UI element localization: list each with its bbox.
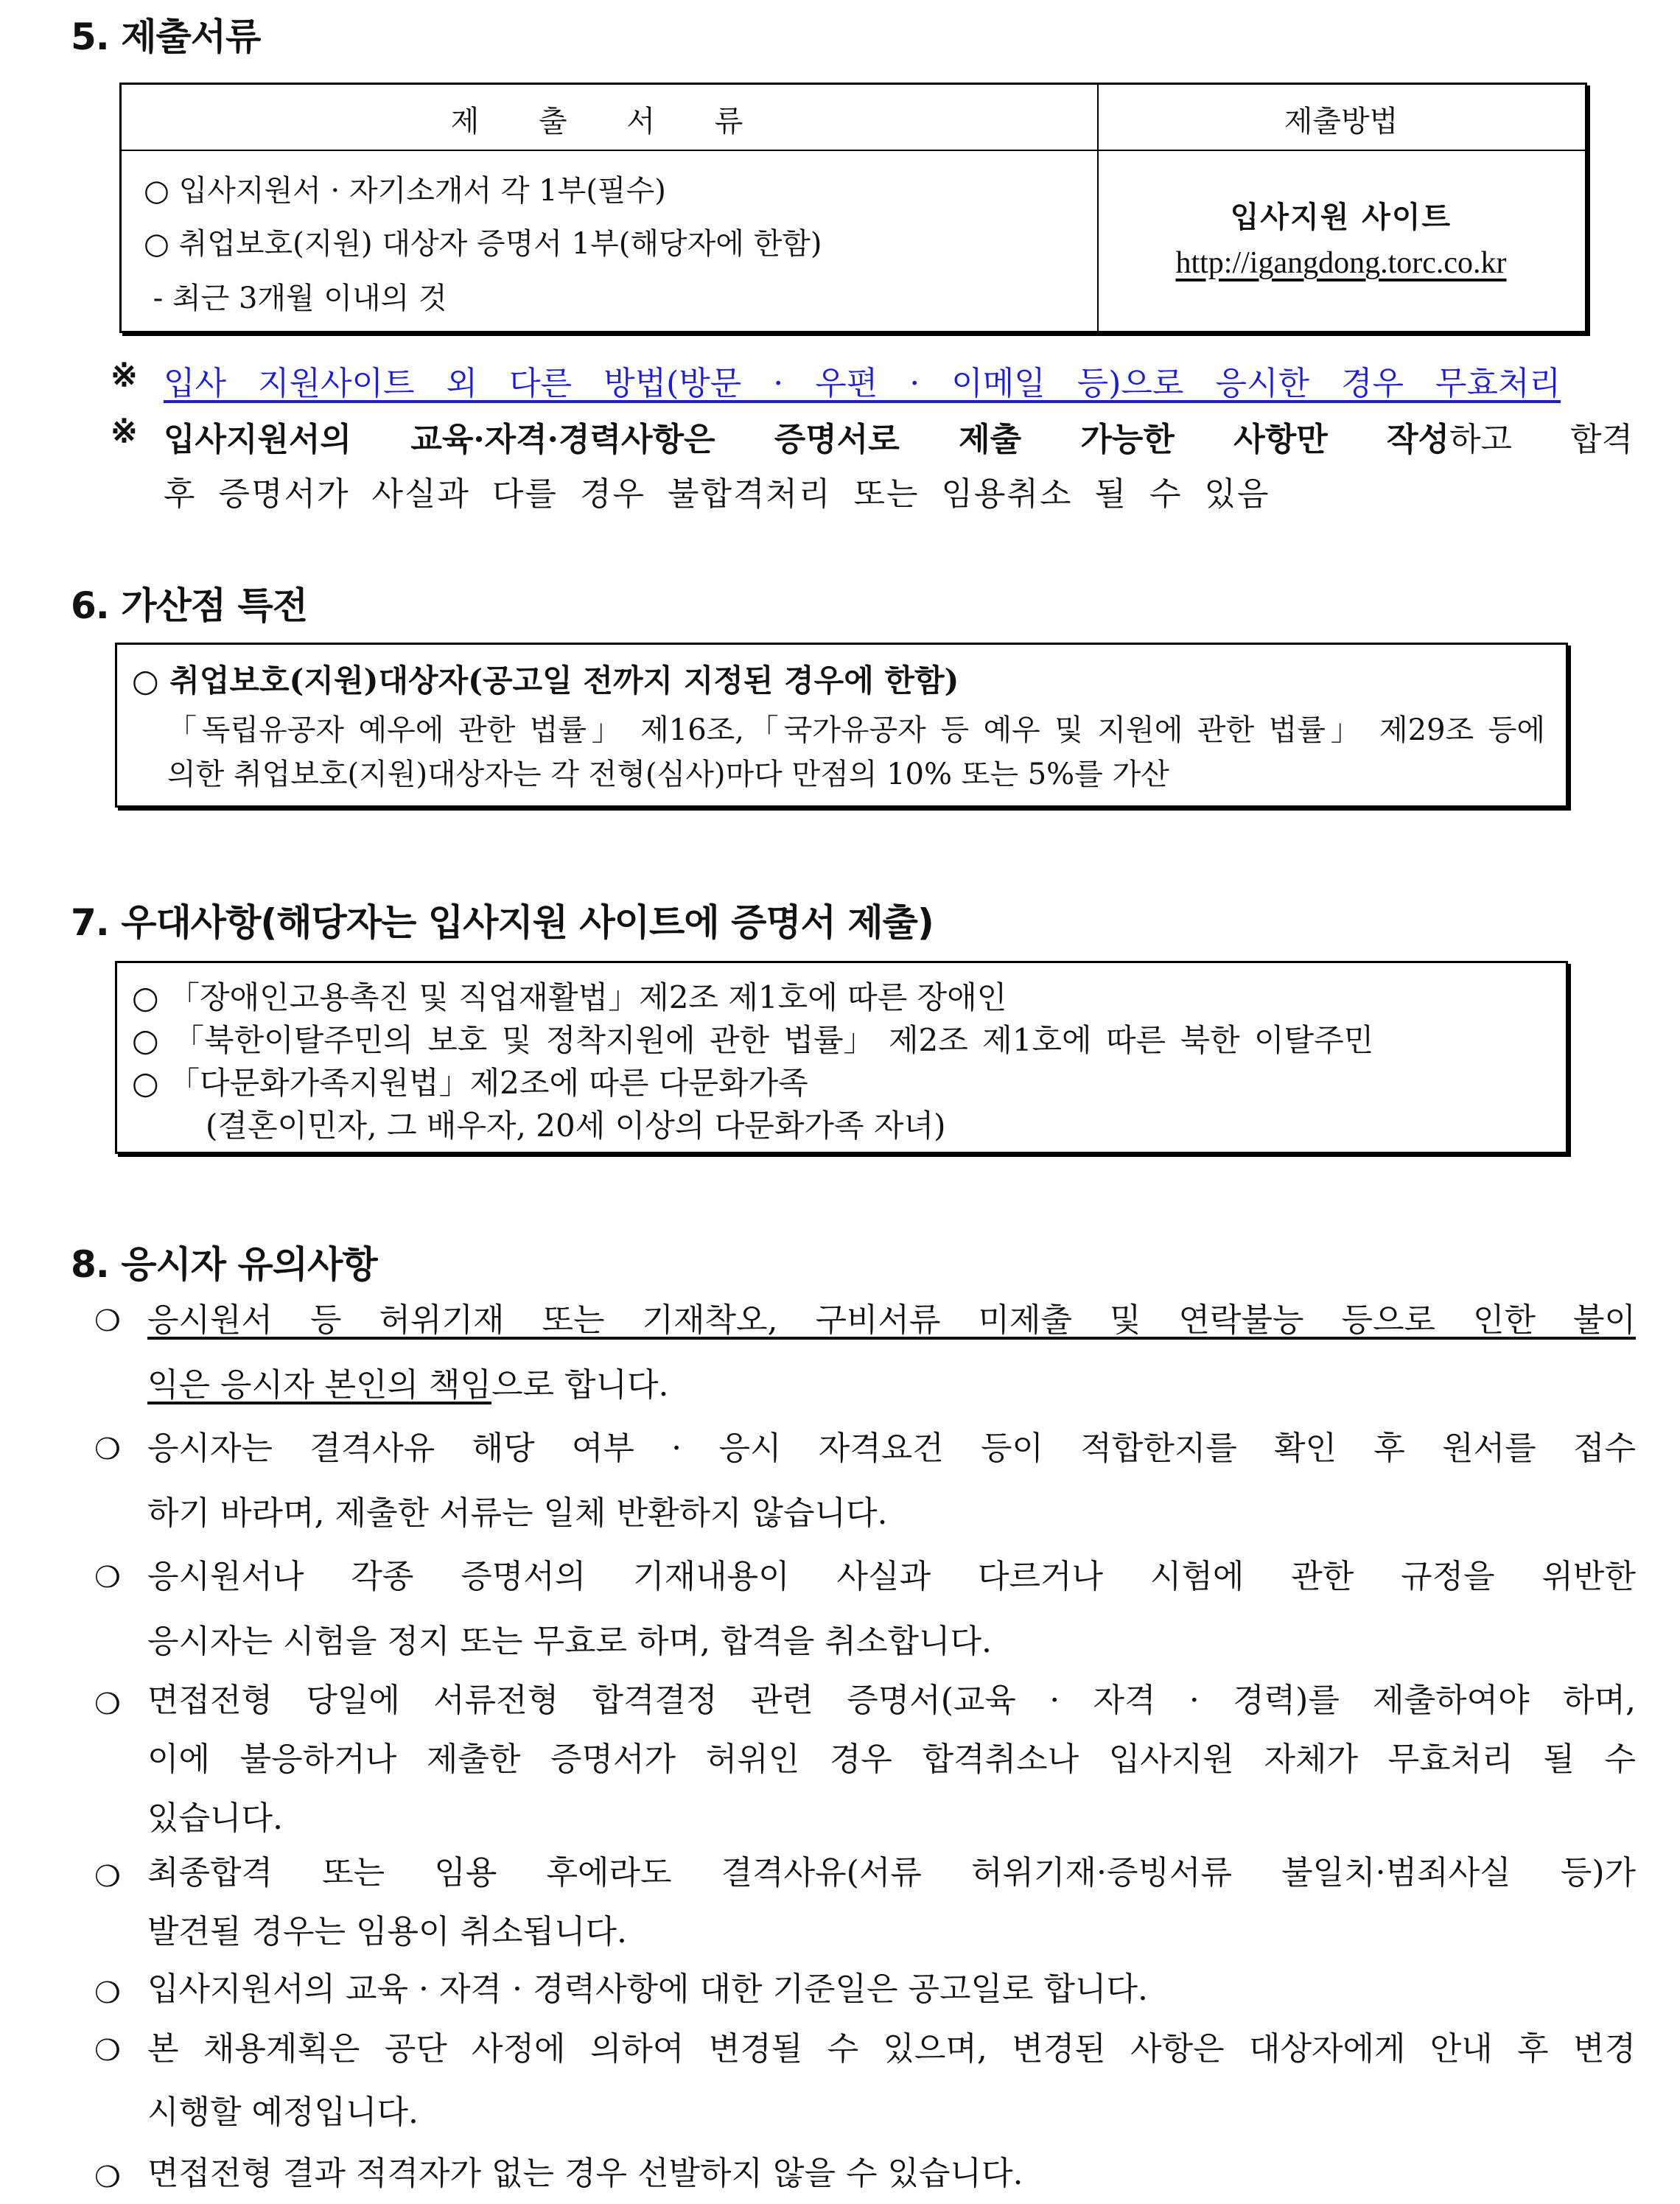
bullet-icon: ❍	[94, 1432, 121, 1466]
document-item: ○ 취업보호(지원) 대상자 증명서 1부(해당자에 한함)	[144, 227, 822, 261]
note-mark: ※	[111, 357, 138, 394]
bonus-title: ○ 취업보호(지원)대상자(공고일 전까지 지정된 경우에 한함)	[132, 662, 959, 699]
application-site-link[interactable]: http://igangdong.torc.co.kr	[1175, 246, 1507, 280]
bullet-icon: ❍	[94, 1561, 121, 1595]
notice-paragraph-7: 본 채용계획은 공단 사정에 의하여 변경될 수 있으며, 변경된 사항은 대상자에게 안내 후 변경 시행할 예정입니다.	[147, 2030, 1636, 2131]
section-5-heading: 5. 제출서류	[71, 15, 261, 58]
preferential-item: ○ 「북한이탈주민의 보호 및 정착지원에 관한 법률」 제2조 제1호에 따른 북한 이탈주민	[132, 1022, 1374, 1058]
notice-paragraph-1: 응시원서 등 허위기재 또는 기재착오, 구비서류 미제출 및 연락불능 등으로 인한 불이 익은 응시자 본인의 책임으로 합니다.	[147, 1301, 1636, 1404]
notice-paragraph-2: 응시자는 결격사유 해당 여부 · 응시 자격요건 등이 적합한지를 확인 후 원서를 접수 하기 바라며, 제출한 서류는 일체 반환하지 않습니다.	[147, 1430, 1636, 1532]
bonus-points-box	[115, 643, 1568, 808]
section-7-heading: 7. 우대사항(해당자는 입사지원 사이트에 증명서 제출)	[71, 901, 934, 944]
bullet-icon: ❍	[94, 2034, 121, 2068]
section-8-heading: 8. 응시자 유의사항	[71, 1243, 377, 1286]
document-item: - 최근 3개월 이내의 것	[144, 281, 447, 315]
method-column-header: 제출방법	[1284, 105, 1399, 139]
section-6-heading: 6. 가산점 특전	[71, 584, 308, 627]
method-label: 입사지원 사이트	[1230, 200, 1452, 234]
bullet-icon: ❍	[94, 1976, 121, 2010]
preferential-item-detail: (결혼이민자, 그 배우자, 20세 이상의 다문화가족 자녀)	[206, 1108, 946, 1144]
bonus-line: 「독립유공자 예우에 관한 법률」 제16조,「국가유공자 등 예우 및 지원에 관한 법률」 제29조 등에	[167, 713, 1545, 747]
documents-table	[119, 83, 1587, 333]
notice-paragraph-8: 면접전형 결과 적격자가 없는 경우 선발하지 않을 수 있습니다.	[147, 2155, 1023, 2192]
notice-paragraph-3: 응시원서나 각종 증명서의 기재내용이 사실과 다르거나 시험에 관한 규정을 위반한 응시자는 시험을 정지 또는 무효로 하며, 합격을 취소합니다.	[147, 1558, 1636, 1660]
document-item: ○ 입사지원서 · 자기소개서 각 1부(필수)	[144, 174, 666, 208]
notice-paragraph-5: 최종합격 또는 임용 후에라도 결격사유(서류 허위기재·증빙서류 불일치·범죄사실 등)가 발견될 경우는 임용이 취소됩니다.	[147, 1854, 1636, 1951]
certificate-note-line1: 입사지원서의 교육·자격·경력사항은 증명서로 제출 가능한 사항만 작성하고 합격	[164, 421, 1633, 458]
documents-column-header: 제 출 서 류	[450, 105, 769, 139]
notice-paragraph-6: 입사지원서의 교육 · 자격 · 경력사항에 대한 기준일은 공고일로 합니다.	[147, 1970, 1148, 2008]
bullet-icon: ❍	[94, 1860, 121, 1894]
bullet-icon: ❍	[94, 2161, 121, 2194]
bullet-icon: ❍	[94, 1304, 121, 1338]
preferential-box	[115, 961, 1568, 1154]
bullet-icon: ❍	[94, 1687, 121, 1721]
note-mark: ※	[111, 413, 138, 450]
certificate-note-line2: 후 증명서가 사실과 다를 경우 불합격처리 또는 임용취소 될 수 있음	[164, 475, 1270, 513]
bonus-line: 의한 취업보호(지원)대상자는 각 전형(심사)마다 만점의 10% 또는 5%를 가산	[167, 758, 1169, 791]
preferential-item: ○ 「다문화가족지원법」제2조에 따른 다문화가족	[132, 1065, 808, 1101]
notice-paragraph-4: 면접전형 당일에 서류전형 합격결정 관련 증명서(교육 · 자격 · 경력)를 제출하여야 하며, 이에 불응하거나 제출한 증명서가 허위인 경우 합격취소나 입사지원 자체가 무효처리 될 수 있습니다.	[147, 1682, 1636, 1837]
preferential-item: ○ 「장애인고용촉진 및 직업재활법」제2조 제1호에 따른 장애인	[132, 979, 1007, 1015]
invalid-application-note: 입사 지원사이트 외 다른 방법(방문 · 우편 · 이메일 등)으로 응시한 경우 무효처리	[164, 365, 1561, 402]
